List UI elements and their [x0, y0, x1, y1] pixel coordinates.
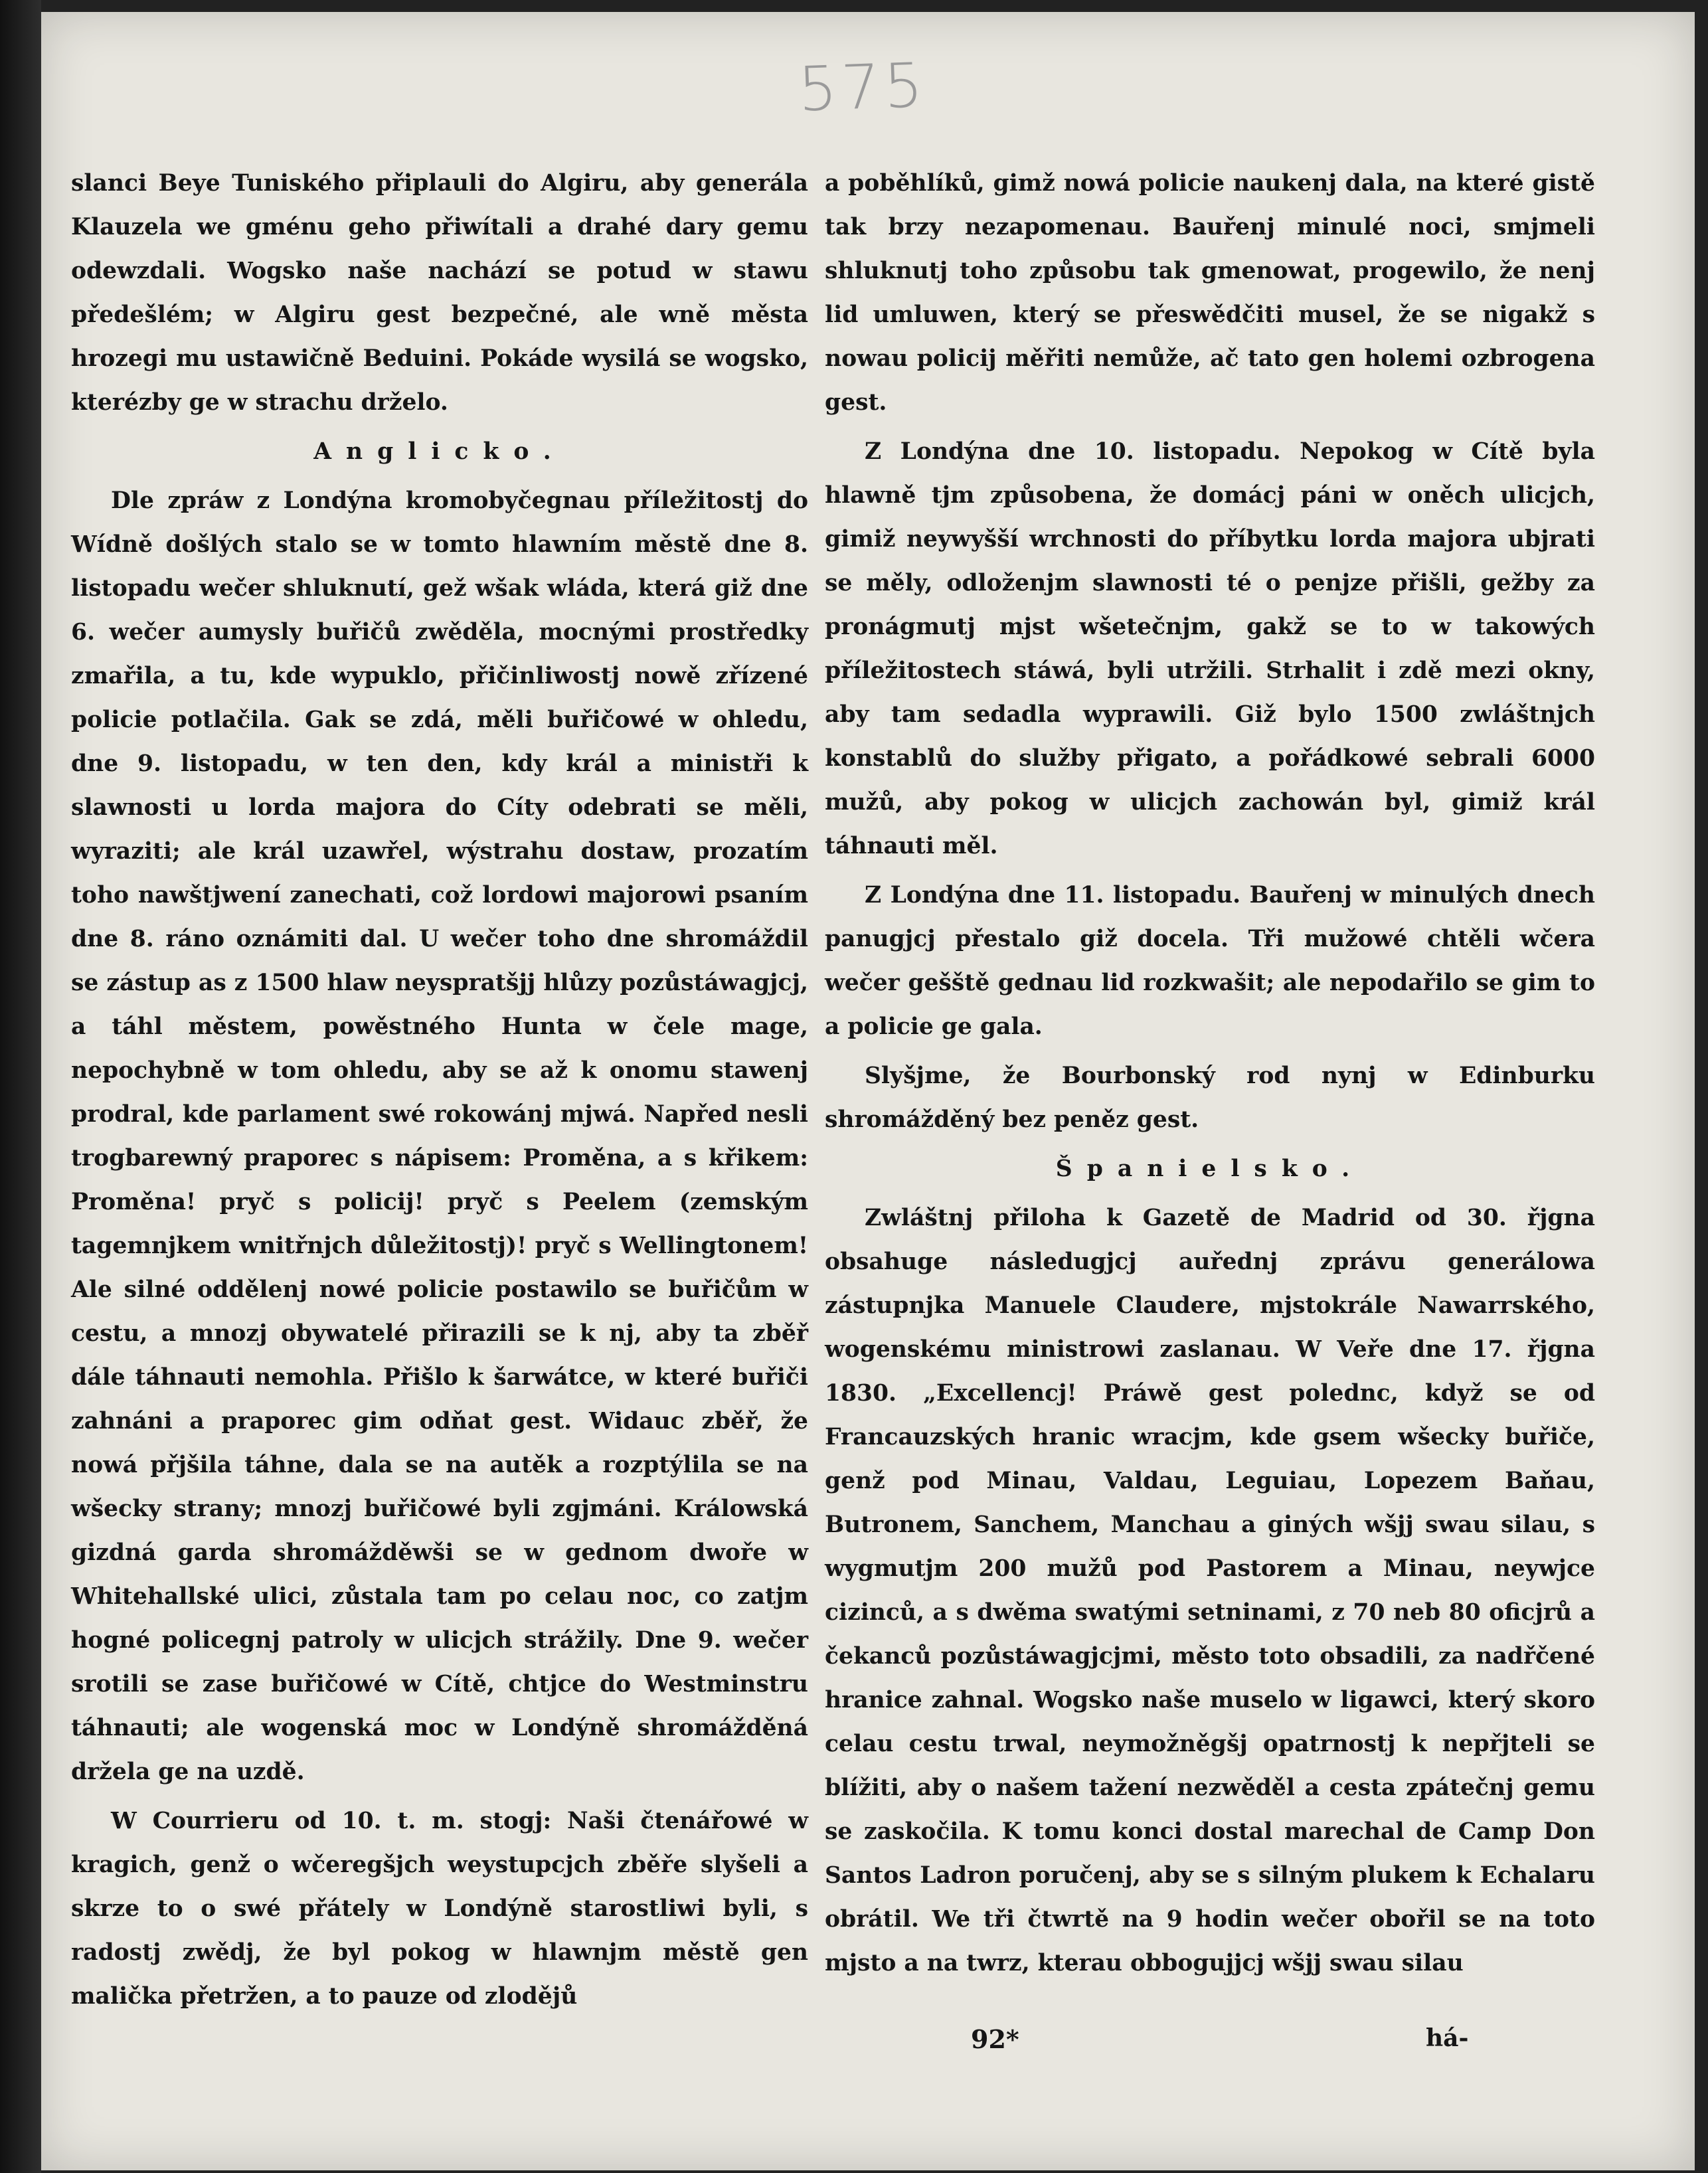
- document-page: [41, 12, 1695, 2170]
- paragraph-continuation: a poběhlíků, gimž nowá policie naukenj dala, na které gistě tak brzy nezapomenau. Bauřenj minulé noci, smjmeli shluknutj toho způsobu tak gmenowat, progewilo, že nenj lid umluwen, který se přeswědčiti musel, že se nigakž s nowau policij měřiti nemůže, ač tato gen holemi ozbrogena gest.: [825, 170, 1595, 416]
- catchword: há-: [1426, 2024, 1469, 2052]
- paragraph-london-10: Z Londýna dne 10. listopadu. Nepokog w Cítě byla hlawně tjm způsobena, že domácj páni w oněch ulicjch, gimiž neywyšší wrchnosti do příbytku lorda majora ubjrati se měly, odloženjm slawnosti té o penjze přišli, gežby za pronágmutj mjst wšetečnjm, gakž se to w takowých příležitostech stáwá, byli utržili. Strhalit i zdě mezi okny, aby tam sedadla wyprawili. Giž bylo 1500 zwláštnjch konstablů do služby přigato, a pořádkowé sebrali 6000 mužů, aby pokog w ulicjch zachowán byl, gimiž král táhnauti měl.: [825, 438, 1595, 859]
- right-column: [825, 161, 1595, 1990]
- signature-mark: 92*: [971, 2024, 1019, 2054]
- paragraph-london-riot: Dle zpráw z Londýna kromobyčegnau příležitostj do Wídně došlých stalo se w tomto hlawním městě dne 8. listopadu wečer shluknutí, gež wšak wláda, která giž dne 6. wečer aumysly buřičů zwěděla, mocnými prostředky zmařila, a tu, kde wypuklo, přičinliwostj nowě zřízené policie potlačila. Gak se zdá, měli buřičowé w ohledu, dne 9. listopadu, w ten den, kdy král a ministři k slawnosti u lorda majora do Cíty odebrati se měli, wyraziti; ale král uzawřel, wýstrahu dostaw, prozatím toho nawštjwení zanechati, což lordowi majorowi psaním dne 8. ráno oznámiti dal. U wečer toho dne shromáždil se zástup as z 1500 hlaw neyspratšjj hlůzy pozůstáwagjcj, a táhl městem, powěstného Hunta w čele mage, nepochybně w tom ohledu, aby se až k onomu stawenj prodral, kde parlament swé rokowánj mjwá. Napřed nesli trogbarewný praporec s nápisem: Proměna, a s křikem: Proměna! pryč s policij! pryč s Peelem (zemským tagemnjkem wnitřnjch důležitostj)! pryč s Wellingtonem! Ale silné oddělenj nowé policie postawilo se buřičům w cestu, a mnozj obywatelé přirazili se k nj, aby ta zběř dále táhnauti nemohla. Přišlo k šarwátce, w které buřiči zahnáni a praporec gim odňat gest. Widauc zběř, že nowá přjšila táhne, dala se na autěk a rozptýlila se na wšecky strany; mnozj buřičowé byli zgjmáni. Králowská gizdná garda shromážděwši se w gednom dwoře w Whitehallské ulici, zůstala tam po celau noc, co zatjm hogné policegnj patroly w ulicjch strážily. Dne 9. wečer srotili se zase buřičowé w Cítě, chtjce do Westminstru táhnauti; ale wogenská moc w Londýně shromážděná držela ge na uzdě.: [71, 487, 808, 1785]
- section-heading-anglicko: Anglicko.: [313, 438, 566, 465]
- paragraph-bourbon: Slyšjme, že Bourbonský rod nynj w Edinburku shromážděný bez peněz gest.: [825, 1063, 1595, 1133]
- paragraph-courrier: W Courrieru od 10. t. m. stogj: Naši čtenářowé w kragich, genž o wčeregšjch weystupcjch zběře slyšeli a skrze to o swé přátely w Londýně starostliwi byli, s radostj zwědj, že byl pokog w hlawnjm městě gen malička přetržen, a to pauze od zlodějů: [71, 1808, 808, 2010]
- left-column: [71, 161, 808, 2024]
- handwritten-page-mark: 575: [797, 49, 928, 126]
- paragraph-madrid-gazette: Zwláštnj přiloha k Gazetě de Madrid od 30. řjgna obsahuge následugjcj auřednj zprávu generálowa zástupnjka Manuele Claudere, mjstokrále Nawarrského, wogenskému ministrowi zaslanau. W Veře dne 17. řjgna 1830. „Excellencj! Práwě gest polednc, když se od Francauzských hranic wracjm, kde gsem wšecky buřiče, genž pod Minau, Valdau, Leguiau, Lopezem Baňau, Butronem, Sanchem, Manchau a giných wšjj swau silau, s wygmutjm 200 mužů pod Pastorem a Minau, neywjce cizinců, a s dwěma swatými setninami, z 70 neb 80 oficjrů a čekanců pozůstáwagjcjmi, město toto obsadili, za nadřčené hranice zahnal. Wogsko naše muselo w ligawci, který skoro celau cestu trwal, neymožněgšj opatrnostj k nepřjteli se blížiti, aby o našem tažení nezwěděl a cesta zpátečnj gemu se zaskočila. K tomu konci dostal marechal de Camp Don Santos Ladron poručenj, aby se s silným plukem k Echalaru obrátil. We tři čtwrtě na 9 hodin wečer obořil se na toto mjsto a na twrz, kterau obbogujjcj wšjj swau silau: [825, 1205, 1595, 1976]
- section-heading-spanielsko: Španielsko.: [1055, 1156, 1365, 1182]
- binding-edge: [0, 0, 41, 2173]
- paragraph-intro: slanci Beye Tuniského připlauli do Algiru, aby generála Klauzela we gménu geho přiwítali a drahé dary gemu odewzdali. Wogsko naše nachází se potud w stawu předešlém; w Algiru gest bezpečné, ale wně města hrozegi mu ustawičně Beduini. Pokáde wysilá se wogsko, kterézby ge w strachu drželo.: [71, 170, 808, 416]
- paragraph-london-11: Z Londýna dne 11. listopadu. Bauřenj w minulých dnech panugjcj přestalo giž docela. Tři mužowé chtěli wčera wečer gešště gednau lid rozkwašit; ale nepodařilo se gim to a policie ge gala.: [825, 882, 1595, 1040]
